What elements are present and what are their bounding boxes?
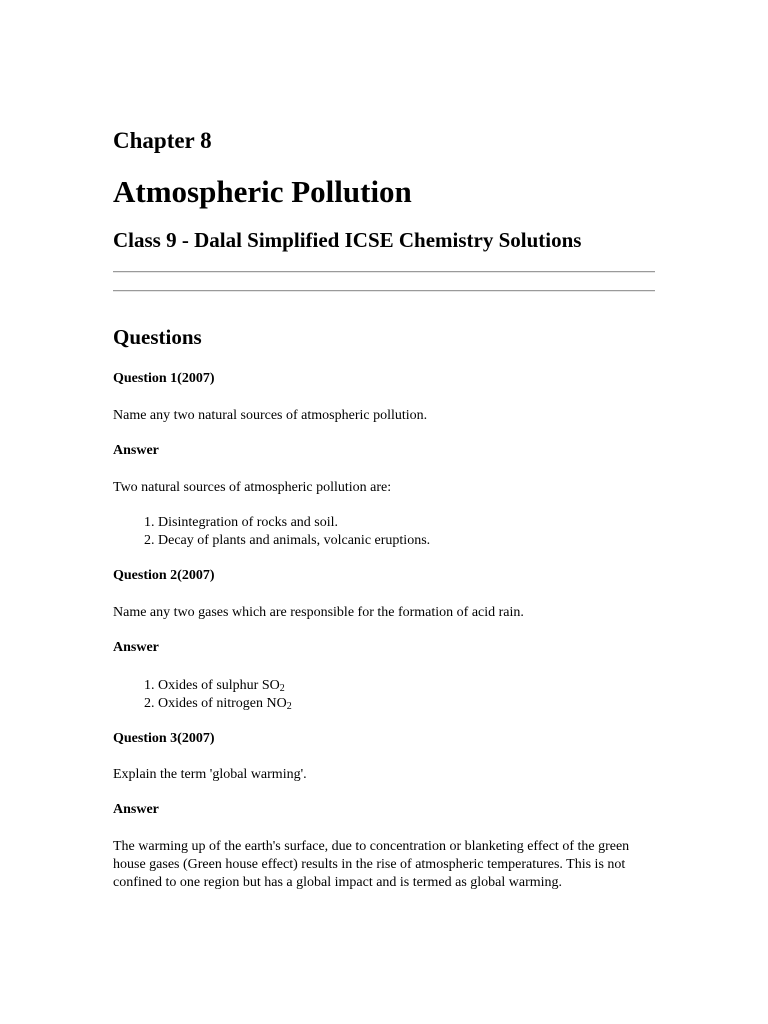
answer-3-text: The warming up of the earth's surface, due to concentration or blanketing effect of the green house gases (Green house effect) results in the rise of atmospheric temperatures. This is not confined to one region but has a global impact and is termed as global warming. <box>113 839 630 890</box>
subscript: 2 <box>286 701 292 712</box>
question-2-text: Name any two gases which are responsible for the formation of acid rain. <box>113 605 524 620</box>
question-1-text: Name any two natural sources of atmospheric pollution. <box>113 408 428 423</box>
answer-2-label: Answer <box>113 640 159 655</box>
chapter-title: Atmospheric Pollution <box>113 174 412 209</box>
answer-1-label: Answer <box>113 443 159 458</box>
divider-bottom <box>113 290 655 292</box>
chapter-label: Chapter 8 <box>113 128 212 153</box>
answer-2-list <box>113 677 292 713</box>
list-item-text: Oxides of sulphur SO <box>158 678 280 693</box>
list-item: 2. Decay of plants and animals, volcanic eruptions. <box>158 532 430 550</box>
divider-top <box>113 271 655 273</box>
book-subtitle: Class 9 - Dalal Simplified ICSE Chemistry Solutions <box>113 228 582 252</box>
answer-3-label: Answer <box>113 802 159 817</box>
list-item <box>158 677 292 695</box>
question-1-heading: Question 1(2007) <box>113 371 215 386</box>
subscript: 2 <box>279 683 285 694</box>
answer-1-list <box>113 514 430 550</box>
question-3-heading: Question 3(2007) <box>113 731 215 746</box>
question-2-heading: Question 2(2007) <box>113 568 215 583</box>
section-title: Questions <box>113 325 202 349</box>
question-3-text: Explain the term 'global warming'. <box>113 767 307 782</box>
list-item <box>158 695 292 713</box>
list-item-text: Oxides of nitrogen NO <box>158 696 287 711</box>
list-item: 1. Disintegration of rocks and soil. <box>158 514 430 532</box>
answer-1-intro: Two natural sources of atmospheric pollution are: <box>113 480 392 495</box>
